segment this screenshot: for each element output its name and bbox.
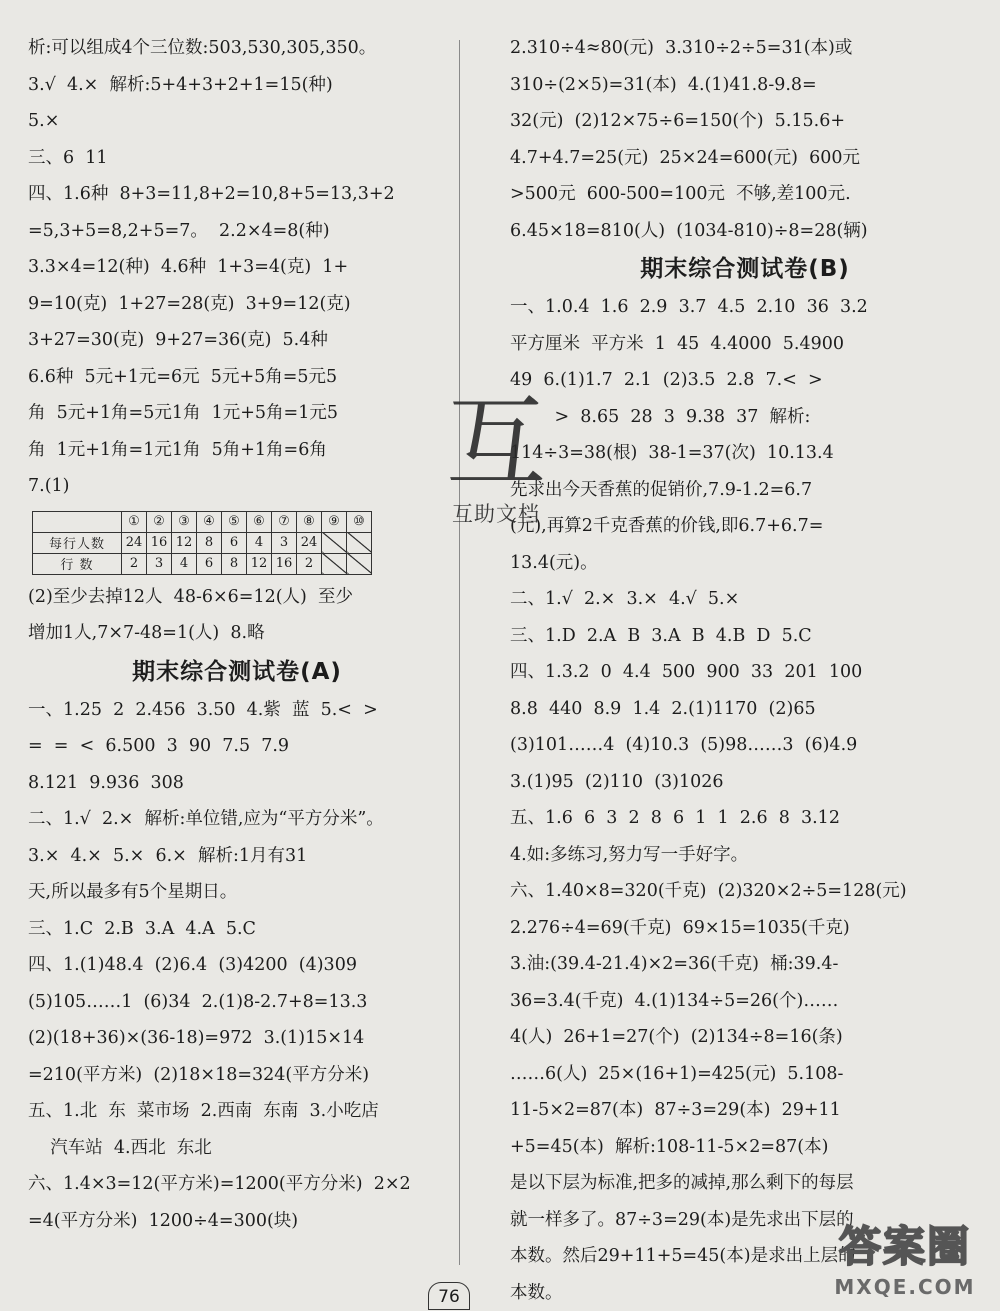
table-header-cell	[33, 511, 122, 532]
table-cell: 8	[197, 532, 222, 553]
table-cell: 12	[172, 532, 197, 553]
corner-logo	[816, 1219, 994, 1303]
table-cell: 6	[222, 532, 247, 553]
answer-line: (元),再算2千克香蕉的价钱,即6.7+6.7=	[510, 508, 980, 545]
answer-line: 49 6.(1)1.7 2.1 (2)3.5 2.8 7.< >	[510, 362, 980, 399]
answer-line: 析:可以组成4个三位数:503,530,305,350。	[28, 30, 446, 67]
left-test-a-answers	[28, 692, 446, 1240]
answer-line: 4.如:多练习,努力写一手好字。	[510, 837, 980, 874]
answer-line: =4(平方分米) 1200÷4=300(块)	[28, 1203, 446, 1240]
table-header-cell: ④	[197, 511, 222, 532]
right-test-b-answers	[510, 289, 980, 1311]
table-cell: 2	[297, 553, 322, 574]
answer-line: 本数。然后29+11+5=45(本)是求出上层的	[510, 1238, 980, 1275]
answer-line: 9=10(克) 1+27=28(克) 3+9=12(克)	[28, 286, 446, 323]
answer-line: 4(人) 26+1=27(个) (2)134÷8=16(条)	[510, 1019, 980, 1056]
answer-line: 一、1.0.4 1.6 2.9 3.7 4.5 2.10 36 3.2	[510, 289, 980, 326]
table-header-cell: ①	[122, 511, 147, 532]
answer-line: 3.× 4.× 5.× 6.× 解析:1月有31	[28, 838, 446, 875]
answer-line: 6.6种 5元+1元=6元 5元+5角=5元5	[28, 359, 446, 396]
table-header-cell: ③	[172, 511, 197, 532]
answer-line: 5.×	[28, 103, 446, 140]
answer-line: (2)(18+36)×(36-18)=972 3.(1)15×14	[28, 1020, 446, 1057]
answer-line: 角 1元+1角=1元1角 5角+1角=6角	[28, 432, 446, 469]
rows-table	[32, 511, 372, 575]
answer-line: =5,3+5=8,2+5=7。 2.2×4=8(种)	[28, 213, 446, 250]
answer-line: 四、1.6种 8+3=11,8+2=10,8+5=13,3+2	[28, 176, 446, 213]
table-cell: 3	[147, 553, 172, 574]
corner-logo-title: 答案圈	[816, 1219, 994, 1275]
answer-line: 13.4(元)。	[510, 545, 980, 582]
answer-line: +5=45(本) 解析:108-11-5×2=87(本)	[510, 1129, 980, 1166]
answer-line: 增加1人,7×7-48=1(人) 8.略	[28, 615, 446, 652]
answer-line: 四、1.(1)48.4 (2)6.4 (3)4200 (4)309	[28, 947, 446, 984]
table-cell: 4	[247, 532, 272, 553]
table-header-cell: ⑩	[347, 511, 372, 532]
table-cell: 12	[247, 553, 272, 574]
answer-line: 角 5元+1角=5元1角 1元+5角=1元5	[28, 395, 446, 432]
right-column	[510, 30, 980, 1311]
answer-line: 五、1.北 东 菜市场 2.西南 东南 3.小吃店	[28, 1093, 446, 1130]
table-row	[33, 532, 372, 553]
table-cell-empty	[322, 532, 347, 553]
page-number: 76	[428, 1282, 470, 1310]
answer-line: 五、1.6 6 3 2 8 6 1 1 2.6 8 3.12	[510, 800, 980, 837]
table-cell: 4	[172, 553, 197, 574]
answer-line: 二、1.√ 2.× 3.× 4.√ 5.×	[510, 581, 980, 618]
answer-line: 6.45×18=810(人) (1034-810)÷8=28(辆)	[510, 213, 980, 250]
answer-line: 32(元) (2)12×75÷6=150(个) 5.15.6+	[510, 103, 980, 140]
table-cell: 24	[122, 532, 147, 553]
table-cell-empty	[347, 532, 372, 553]
section-title-b: 期末综合测试卷(B)	[510, 249, 980, 289]
answer-line: 2.310÷4≈80(元) 3.310÷2÷5=31(本)或	[510, 30, 980, 67]
left-after-table	[28, 579, 446, 652]
answer-line: 六、1.40×8=320(千克) (2)320×2÷5=128(元)	[510, 873, 980, 910]
table-cell-empty	[322, 553, 347, 574]
answer-line: 六、1.4×3=12(平方米)=1200(平方分米) 2×2	[28, 1166, 446, 1203]
table-cell: 2	[122, 553, 147, 574]
table-cell: 3	[272, 532, 297, 553]
answer-line: 7.(1)	[28, 468, 446, 505]
answer-line: 二、1.√ 2.× 解析:单位错,应为“平方分米”。	[28, 801, 446, 838]
answer-line: 就一样多了。87÷3=29(本)是先求出下层的	[510, 1202, 980, 1239]
table-header-cell: ⑦	[272, 511, 297, 532]
answer-line: 3.√ 4.× 解析:5+4+3+2+1=15(种)	[28, 67, 446, 104]
answer-line: 4.7+4.7=25(元) 25×24=600(元) 600元	[510, 140, 980, 177]
answer-line: =210(平方米) (2)18×18=324(平方分米)	[28, 1057, 446, 1094]
table-cell: 6	[197, 553, 222, 574]
table-cell: 16	[147, 532, 172, 553]
answer-line: (3)101……4 (4)10.3 (5)98……3 (6)4.9	[510, 727, 980, 764]
answer-line: 310÷(2×5)=31(本) 4.(1)41.8-9.8=	[510, 67, 980, 104]
answer-line: >500元 600-500=100元 不够,差100元.	[510, 176, 980, 213]
answer-line: 3+27=30(克) 9+27=36(克) 5.4种	[28, 322, 446, 359]
section-title-a: 期末综合测试卷(A)	[28, 652, 446, 692]
answer-line: 汽车站 4.西北 东北	[28, 1130, 446, 1167]
table-header-cell: ②	[147, 511, 172, 532]
answer-line: (2)至少去掉12人 48-6×6=12(人) 至少	[28, 579, 446, 616]
right-top-answers	[510, 30, 980, 249]
left-top-answers	[28, 30, 446, 505]
answer-line: 3.3×4=12(种) 4.6种 1+3=4(克) 1+	[28, 249, 446, 286]
table-header-cell: ⑧	[297, 511, 322, 532]
answer-line: 3.(1)95 (2)110 (3)1026	[510, 764, 980, 801]
table-header-cell: ⑨	[322, 511, 347, 532]
table-cell-empty	[347, 553, 372, 574]
answer-line: 先求出今天香蕉的促销价,7.9-1.2=6.7	[510, 472, 980, 509]
left-column	[28, 30, 446, 1239]
answer-line: 三、6 11	[28, 140, 446, 177]
table-cell: 24	[297, 532, 322, 553]
answer-line: 本数。	[510, 1275, 980, 1311]
table-cell: 16	[272, 553, 297, 574]
answer-line: 是以下层为标准,把多的减掉,那么剩下的每层	[510, 1165, 980, 1202]
answer-line: 8.8 440 8.9 1.4 2.(1)1170 (2)65	[510, 691, 980, 728]
answer-line: = = < 6.500 3 90 7.5 7.9	[28, 728, 446, 765]
answer-line: > 8.65 28 3 9.38 37 解析:	[510, 399, 980, 436]
table-cell: 8	[222, 553, 247, 574]
table-row-label: 行 数	[33, 553, 122, 574]
table-row-label: 每行人数	[33, 532, 122, 553]
answer-line: 三、1.D 2.A B 3.A B 4.B D 5.C	[510, 618, 980, 655]
answer-line: 8.121 9.936 308	[28, 765, 446, 802]
answer-line: (5)105……1 (6)34 2.(1)8-2.7+8=13.3	[28, 984, 446, 1021]
answer-line: 四、1.3.2 0 4.4 500 900 33 201 100	[510, 654, 980, 691]
answer-line: 3.油:(39.4-21.4)×2=36(千克) 桶:39.4-	[510, 946, 980, 983]
answer-line: 36=3.4(千克) 4.(1)134÷5=26(个)……	[510, 983, 980, 1020]
table-header-cell: ⑥	[247, 511, 272, 532]
answer-line: ……6(人) 25×(16+1)=425(元) 5.108-	[510, 1056, 980, 1093]
answer-line: 114÷3=38(根) 38-1=37(次) 10.13.4	[510, 435, 980, 472]
answer-line: 一、1.25 2 2.456 3.50 4.紫 蓝 5.< >	[28, 692, 446, 729]
watermark-text: 互助文档	[436, 498, 556, 528]
answer-line: 天,所以最多有5个星期日。	[28, 874, 446, 911]
answer-line: 2.276÷4=69(千克) 69×15=1035(千克)	[510, 910, 980, 947]
table-header-row	[33, 511, 372, 532]
corner-logo-url: MXQE.COM	[816, 1275, 994, 1299]
table-row	[33, 553, 372, 574]
table-header-cell: ⑤	[222, 511, 247, 532]
answer-line: 平方厘米 平方米 1 45 4.4000 5.4900	[510, 326, 980, 363]
watermark-glyph: 互	[436, 388, 556, 498]
answer-line: 三、1.C 2.B 3.A 4.A 5.C	[28, 911, 446, 948]
column-divider	[459, 40, 460, 1265]
answer-line: 11-5×2=87(本) 87÷3=29(本) 29+11	[510, 1092, 980, 1129]
